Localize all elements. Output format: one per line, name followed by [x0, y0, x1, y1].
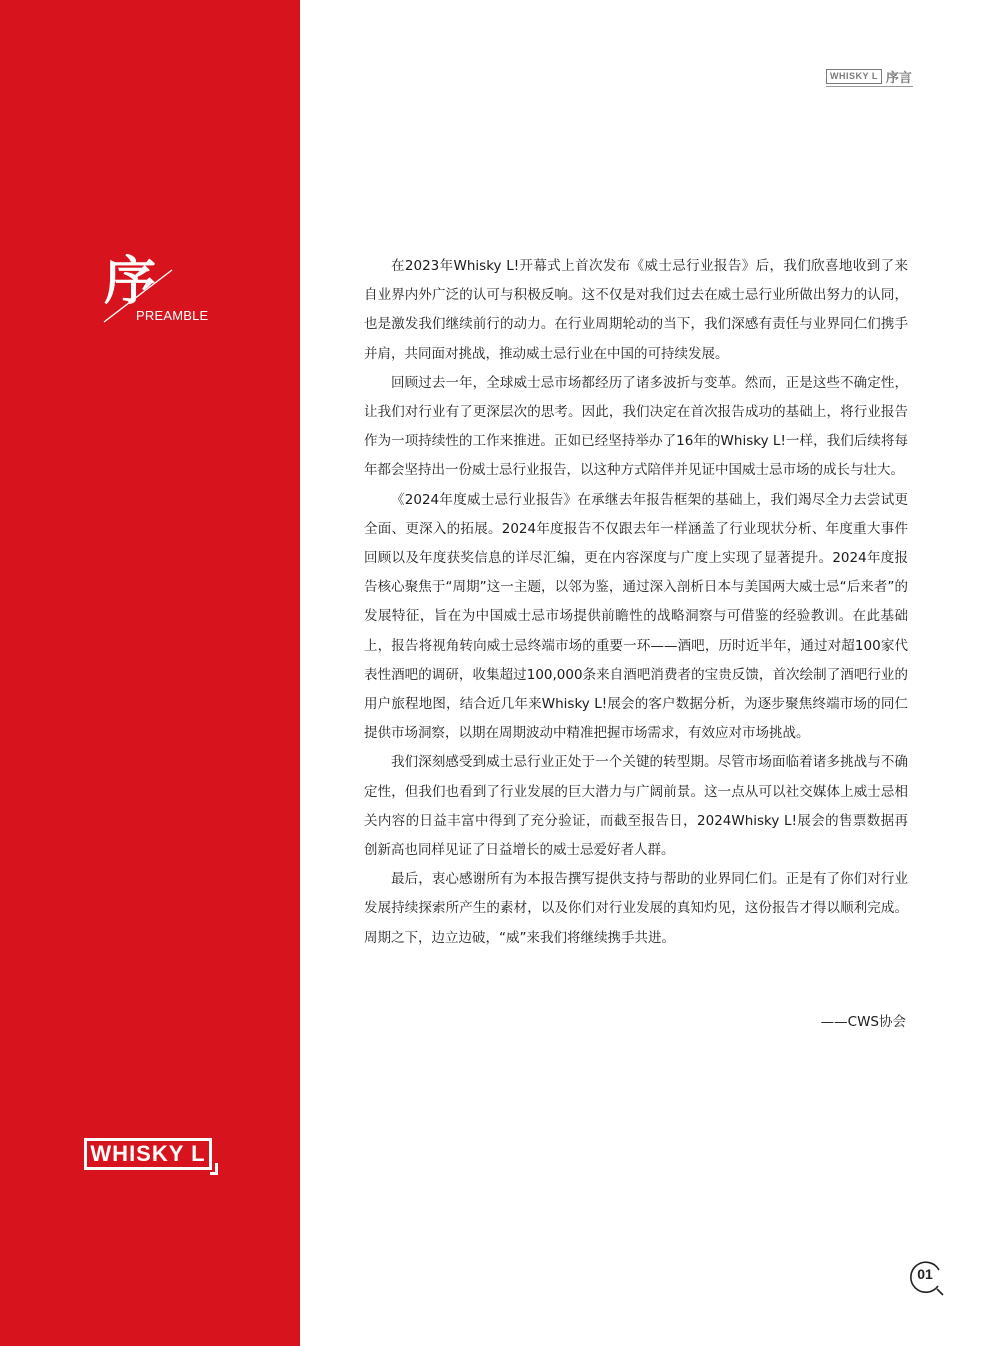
- logo-corner-mark: [210, 1163, 218, 1175]
- signature: ——CWS协会: [820, 1014, 906, 1030]
- section-subtitle: PREAMBLE: [136, 308, 209, 323]
- header-section-label: 序言: [885, 70, 912, 86]
- preamble-body: [364, 252, 908, 953]
- header-logo: WHISKY L: [826, 69, 882, 84]
- running-header: [826, 67, 912, 85]
- page-number: 01: [917, 1266, 933, 1282]
- paragraph-4: 我们深刻感受到威士忌行业正处于一个关键的转型期。尽管市场面临着诸多挑战与不确定性，但我们也看到了行业发展的巨大潜力与广阔前景。这一点从可以社交媒体上威士忌相关内容的日益丰富中得到了充分验证，而截至报告日，2024Whisky L!展会的售票数据再创新高也同样见证了日益增长的威士忌爱好者人群。: [364, 754, 908, 859]
- paragraph-2: 回顾过去一年，全球威士忌市场都经历了诸多波折与变革。然而，正是这些不确定性，让我们对行业有了更深层次的思考。因此，我们决定在首次报告成功的基础上，将行业报告作为一项持续性的工作来推进。正如已经坚持举办了16年的Whisky L!一样，我们后续将每年都会坚持出一份威士忌行业报告，以这种方式陪伴并见证中国威士忌市场的成长与壮大。: [364, 374, 908, 479]
- whisky-l-logo: WHISKY L: [84, 1138, 212, 1170]
- red-sidebar-panel: [0, 0, 300, 1346]
- paragraph-1: 在2023年Whisky L!开幕式上首次发布《威士忌行业报告》后，我们欣喜地收到了来自业界内外广泛的认可与积极反响。这不仅是对我们过去在威士忌行业所做出努力的认同，也是激发我们继续前行的动力。在行业周期轮动的当下，我们深感有责任与业界同仁们携手并肩，共同面对挑战，推动威士忌行业在中国的可持续发展。: [364, 258, 908, 362]
- section-title: 序: [104, 252, 157, 312]
- paragraph-5: 最后，衷心感谢所有为本报告撰写提供支持与帮助的业界同仁们。正是有了你们对行业发展持续探索所产生的素材，以及你们对行业发展的真知灼见，这份报告才得以顺利完成。周期之下，边立边破，“威”来我们将继续携手共进。: [364, 871, 908, 946]
- paragraph-3: 《2024年度威士忌行业报告》在承继去年报告框架的基础上，我们竭尽全力去尝试更全面、更深入的拓展。2024年度报告不仅跟去年一样涵盖了行业现状分析、年度重大事件回顾以及年度获奖信息的详尽汇编，更在内容深度与广度上实现了显著提升。2024年度报告核心聚焦于“周期”这一主题，以邻为鉴，通过深入剖析日本与美国两大威士忌“后来者”的发展特征，旨在为中国威士忌市场提供前瞻性的战略洞察与可借鉴的经验教训。在此基础上，报告将视角转向威士忌终端市场的重要一环——酒吧，历时近半年，通过对超100家代表性酒吧的调研，收集超过100,000条来自酒吧消费者的宝贵反馈，首次绘制了酒吧行业的用户旅程地图，结合近几年来Whisky L!展会的客户数据分析，为逐步聚焦终端市场的同仁提供市场洞察，以期在周期波动中精准把握市场需求，有效应对市场挑战。: [364, 491, 908, 742]
- header-divider: [826, 86, 913, 87]
